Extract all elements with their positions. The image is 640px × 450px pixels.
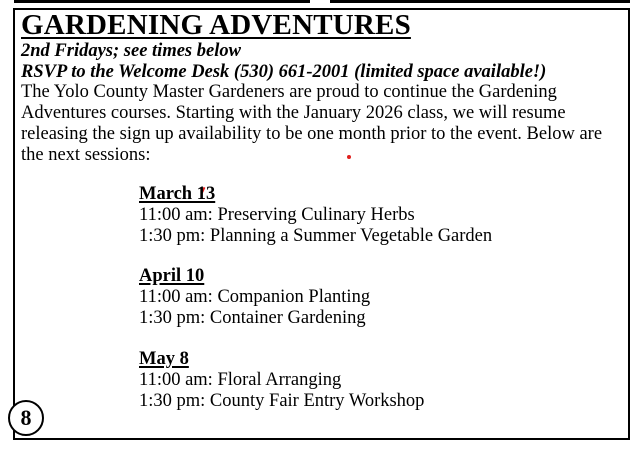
- session-date: May 8: [139, 349, 189, 369]
- session-date: April 10: [139, 266, 205, 286]
- session-block: [139, 349, 424, 412]
- session-item: 11:00 am: Floral Arranging: [139, 370, 342, 390]
- session-item: 11:00 am: Preserving Culinary Herbs: [139, 205, 415, 225]
- session-date: March 13: [139, 184, 216, 204]
- page-title: GARDENING ADVENTURES: [21, 9, 411, 41]
- session-block: [139, 266, 370, 329]
- session-block: [139, 184, 492, 247]
- annotation-dot: [347, 155, 351, 159]
- session-item: 1:30 pm: County Fair Entry Workshop: [139, 391, 425, 411]
- rsvp-line: RSVP to the Welcome Desk (530) 661-2001 (limited space available!): [21, 62, 547, 82]
- session-item: 11:00 am: Companion Planting: [139, 287, 371, 307]
- session-item: 1:30 pm: Planning a Summer Vegetable Garden: [139, 226, 493, 246]
- page-number-badge: 8: [8, 400, 44, 436]
- schedule-line: 2nd Fridays; see times below: [21, 41, 241, 61]
- top-rule-left: [14, 0, 310, 3]
- top-rule-right: [330, 0, 630, 3]
- intro-paragraph: The Yolo County Master Gardeners are proud to continue the Gardening Adventures courses. Starting with the January 2026 class, we will resume releasing the sign up availability to be one month prior to the event. Below are the next sessions:: [21, 82, 603, 165]
- session-item: 1:30 pm: Container Gardening: [139, 308, 366, 328]
